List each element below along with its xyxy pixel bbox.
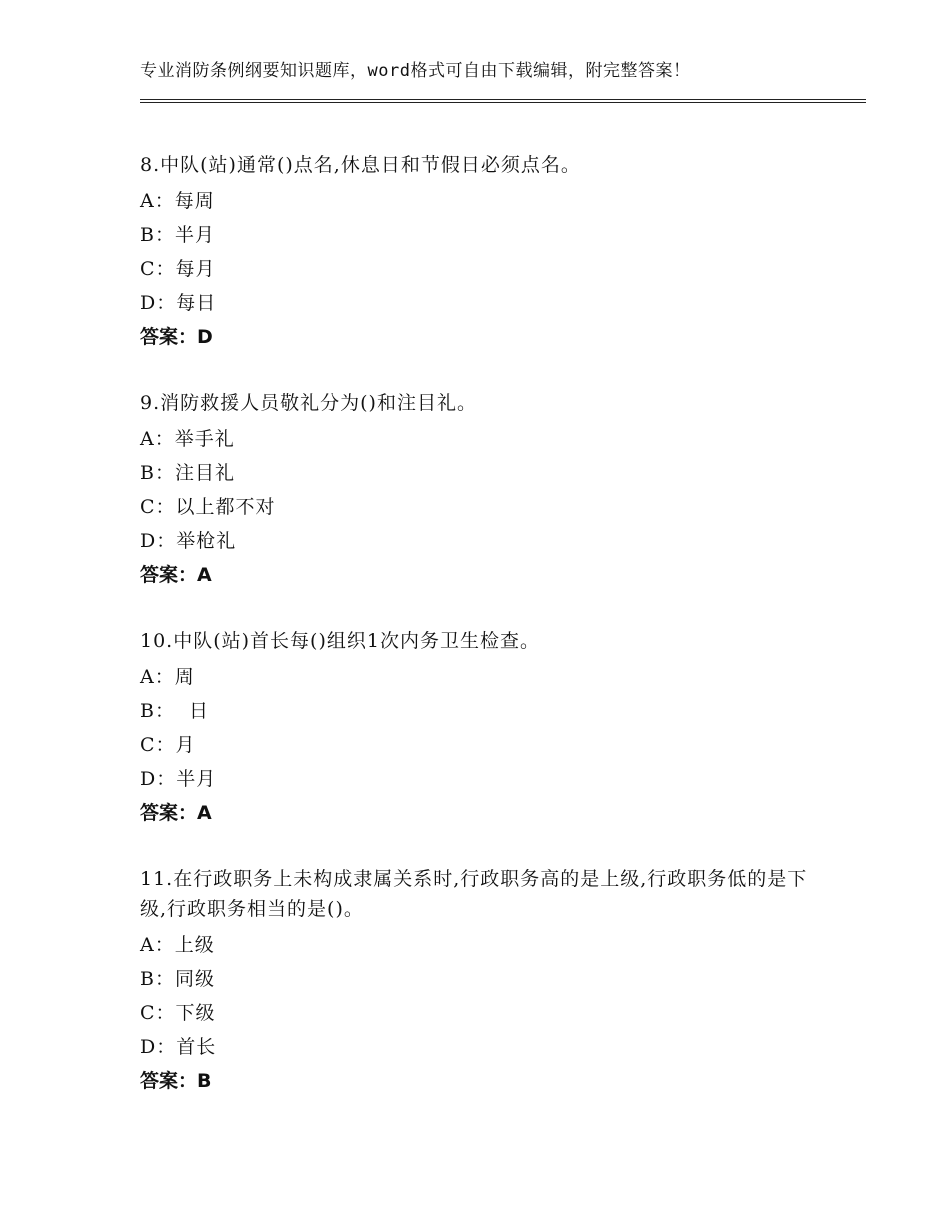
question-stem: 11.在行政职务上未构成隶属关系时,行政职务高的是上级,行政职务低的是下级,行政职务相当的是()。 xyxy=(140,868,808,920)
question-item xyxy=(140,626,820,830)
answer-line: 答案：A xyxy=(140,564,212,586)
option-b: B：注目礼 xyxy=(140,462,235,484)
option-c: C：下级 xyxy=(140,1002,216,1024)
option-c: C：每月 xyxy=(140,258,216,280)
answer-line: 答案：B xyxy=(140,1070,212,1092)
option-a: A：每周 xyxy=(140,190,215,212)
answer-line: 答案：D xyxy=(140,326,213,348)
question-stem: 10.中队(站)首长每()组织1次内务卫生检查。 xyxy=(140,630,540,652)
question-list xyxy=(140,150,820,1132)
answer-line: 答案：A xyxy=(140,802,212,824)
option-d: D：首长 xyxy=(140,1036,217,1058)
option-c: C：月 xyxy=(140,734,196,756)
option-b: B：半月 xyxy=(140,224,215,246)
option-a: A：上级 xyxy=(140,934,215,956)
option-a: A：周 xyxy=(140,666,195,688)
document-header: 专业消防条例纲要知识题库，word格式可自由下载编辑，附完整答案！ xyxy=(140,61,691,81)
header-divider-top xyxy=(140,99,866,100)
option-c: C：以上都不对 xyxy=(140,496,276,518)
option-d: D：每日 xyxy=(140,292,217,314)
option-b: B：同级 xyxy=(140,968,215,990)
question-item xyxy=(140,150,820,354)
option-d: D：半月 xyxy=(140,768,217,790)
option-a: A：举手礼 xyxy=(140,428,235,450)
question-stem: 9.消防救援人员敬礼分为()和注目礼。 xyxy=(140,392,477,414)
question-item xyxy=(140,388,820,592)
option-d: D：举枪礼 xyxy=(140,530,237,552)
question-item xyxy=(140,864,820,1098)
option-b: B： 日 xyxy=(140,700,210,722)
question-stem: 8.中队(站)通常()点名,休息日和节假日必须点名。 xyxy=(140,154,581,176)
header-divider-bottom xyxy=(140,102,866,103)
